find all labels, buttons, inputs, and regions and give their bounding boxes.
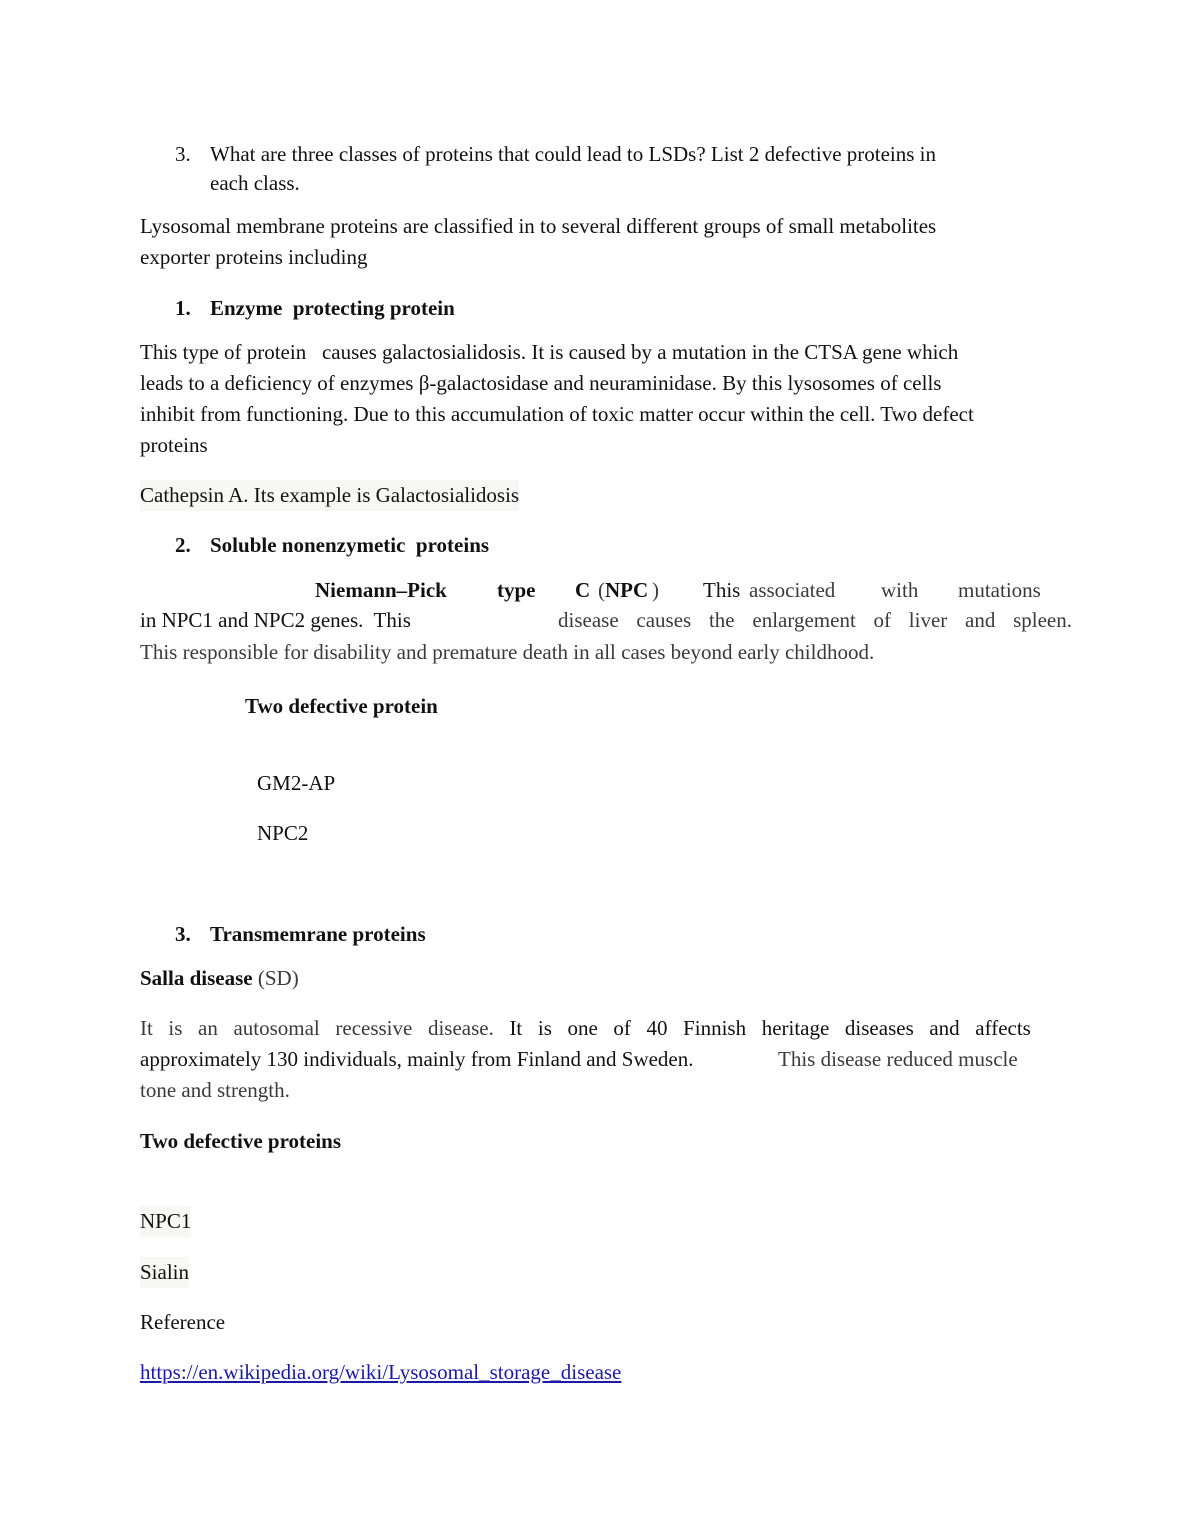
npc-word-type: type — [497, 578, 536, 602]
word: is — [168, 1016, 183, 1040]
question-number: 3. — [175, 142, 191, 166]
npc-paren-close: ) — [652, 578, 659, 602]
word: 40 — [646, 1016, 668, 1040]
word: affects — [975, 1016, 1031, 1040]
npc-word-mutations: mutations — [958, 578, 1041, 602]
npc-paren-open: ( — [598, 578, 605, 602]
section1-body-line-3: inhibit from functioning. Due to this accumulation of toxic matter occur within the cell. Two defect — [140, 402, 974, 426]
word: an — [198, 1016, 218, 1040]
section2-line-2-start: in NPC1 and NPC2 genes. This — [140, 608, 411, 632]
word: one — [567, 1016, 598, 1040]
word: It — [509, 1016, 523, 1040]
section2-protein-1: GM2-AP — [257, 771, 336, 795]
word: disease — [558, 608, 619, 632]
question-line-2: each class. — [210, 171, 300, 195]
section2-protein-2: NPC2 — [257, 821, 309, 845]
word: recessive — [335, 1016, 413, 1040]
npc-word-niemann-pick: Niemann–Pick — [315, 578, 447, 602]
section1-number: 1. — [175, 296, 191, 320]
section2-line-2 — [140, 605, 1072, 636]
section1-body-line-4: proteins — [140, 433, 208, 457]
word: autosomal — [233, 1016, 320, 1040]
word: Finnish — [683, 1016, 747, 1040]
reference-link[interactable]: https://en.wikipedia.org/wiki/Lysosomal_storage_disease — [140, 1360, 622, 1384]
section2-title: Soluble nonenzymetic proteins — [210, 533, 490, 557]
intro-line-2: exporter proteins including — [140, 245, 368, 269]
section3-defective-heading: Two defective proteins — [140, 1129, 342, 1153]
section1-example: Cathepsin A. Its example is Galactosialidosis — [140, 480, 519, 511]
word: and — [965, 608, 996, 632]
word: is — [537, 1016, 552, 1040]
section3-disease-name: Salla disease — [140, 966, 253, 990]
section2-defective-heading: Two defective protein — [245, 694, 438, 718]
section1-body-line-2: leads to a deficiency of enzymes β-galactosidase and neuraminidase. By this lysosomes of cells — [140, 371, 942, 395]
question-line-1: What are three classes of proteins that could lead to LSDs? List 2 defective proteins in — [210, 142, 937, 166]
section3-protein-1: NPC1 — [140, 1206, 191, 1237]
section3-title: Transmemrane proteins — [210, 922, 426, 946]
word: causes — [636, 608, 692, 632]
section3-number: 3. — [175, 922, 191, 946]
npc-abbr: NPC — [605, 578, 649, 602]
section3-body-line-2b: This disease reduced muscle — [778, 1047, 1018, 1071]
word: enlargement — [752, 608, 856, 632]
reference-label: Reference — [140, 1310, 226, 1334]
section2-number: 2. — [175, 533, 191, 557]
section1-title: Enzyme protecting protein — [210, 296, 455, 320]
word: It — [140, 1016, 153, 1040]
npc-word-this: This — [703, 578, 741, 602]
word: of — [873, 608, 892, 632]
section2-line-2-justified — [558, 605, 1072, 636]
section2-line-3: This responsible for disability and premature death in all cases beyond early childhood. — [140, 640, 875, 664]
section3-protein-2: Sialin — [140, 1257, 189, 1288]
section3-body-line-1 — [140, 1013, 1031, 1044]
word: disease. — [427, 1016, 494, 1040]
section1-body-line-1: This type of protein causes galactosialidosis. It is caused by a mutation in the CTSA gene which — [140, 340, 959, 364]
npc-word-c: C — [575, 578, 591, 602]
section3-body-line-2a: approximately 130 individuals, mainly from Finland and Sweden. — [140, 1047, 694, 1071]
section3-body-line-3: tone and strength. — [140, 1078, 290, 1102]
section3-disease-abbr: (SD) — [252, 966, 299, 990]
word: heritage — [761, 1016, 830, 1040]
word: the — [708, 608, 735, 632]
word: liver — [908, 608, 948, 632]
word: diseases — [844, 1016, 914, 1040]
word: of — [613, 1016, 631, 1040]
word: spleen. — [1013, 608, 1072, 632]
word: and — [929, 1016, 960, 1040]
npc-word-associated: associated — [749, 578, 836, 602]
npc-word-with: with — [881, 578, 919, 602]
section3-disease-line — [140, 963, 299, 994]
intro-line-1: Lysosomal membrane proteins are classified in to several different groups of small metabolites — [140, 214, 937, 238]
